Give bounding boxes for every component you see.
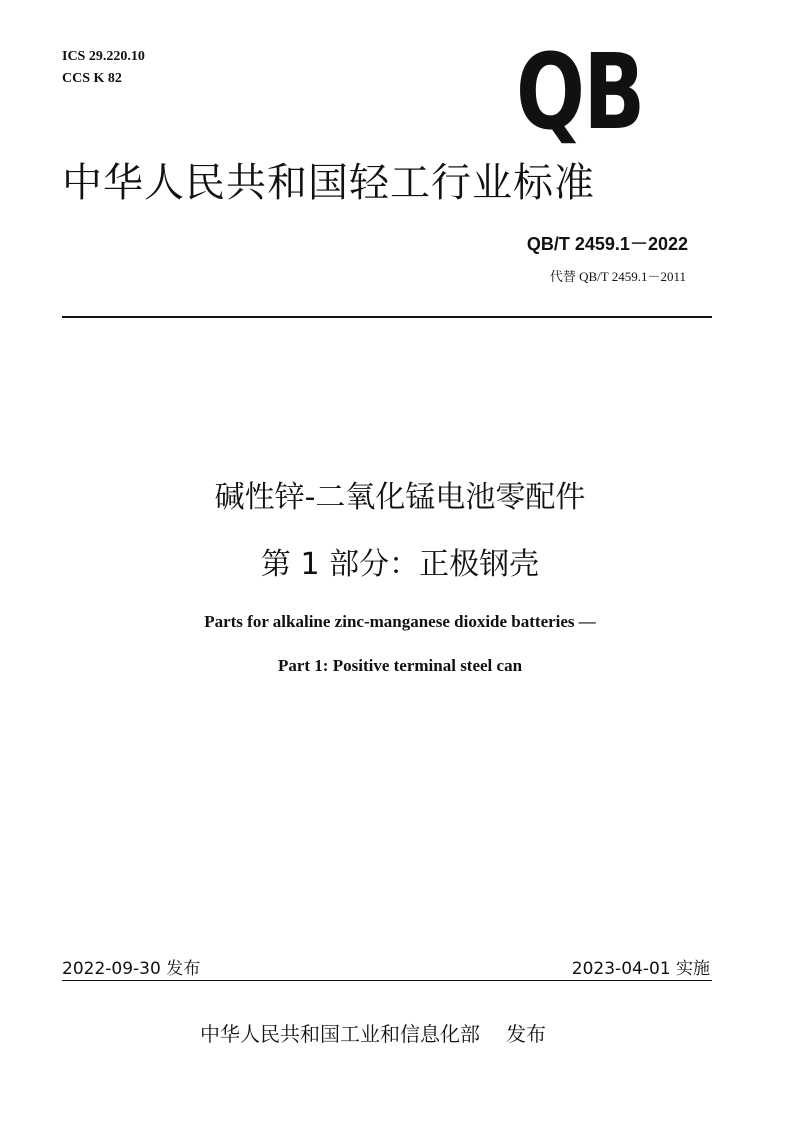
issue-date: 2022-09-30 发布 [62,959,201,979]
publisher-name: 中华人民共和国工业和信息化部 [200,1022,480,1046]
standard-number: QB/T 2459.1－2022 [526,234,688,254]
top-divider [62,316,712,318]
title-cn-line1: 碱性锌-二氧化锰电池零配件 [214,480,586,515]
ccs-code: CCS K 82 [62,71,122,86]
replaces-standard: 代替 QB/T 2459.1－2011 [549,269,686,284]
bottom-divider [62,980,712,981]
implementation-date: 2023-04-01 实施 [571,959,710,979]
ics-code: ICS 29.220.10 [62,49,145,64]
qb-logo: QB [516,31,644,153]
org-title: 中华人民共和国轻工行业标准 [62,160,595,206]
title-en-line1: Parts for alkaline zinc-manganese dioxide batteries — [204,612,596,631]
classification-codes [62,46,145,90]
title-cn-line2: 第 1 部分：正极钢壳 [260,547,540,582]
publisher-action: 发布 [506,1022,546,1046]
publisher [200,1018,546,1047]
title-en-line2: Part 1: Positive terminal steel can [277,656,523,675]
